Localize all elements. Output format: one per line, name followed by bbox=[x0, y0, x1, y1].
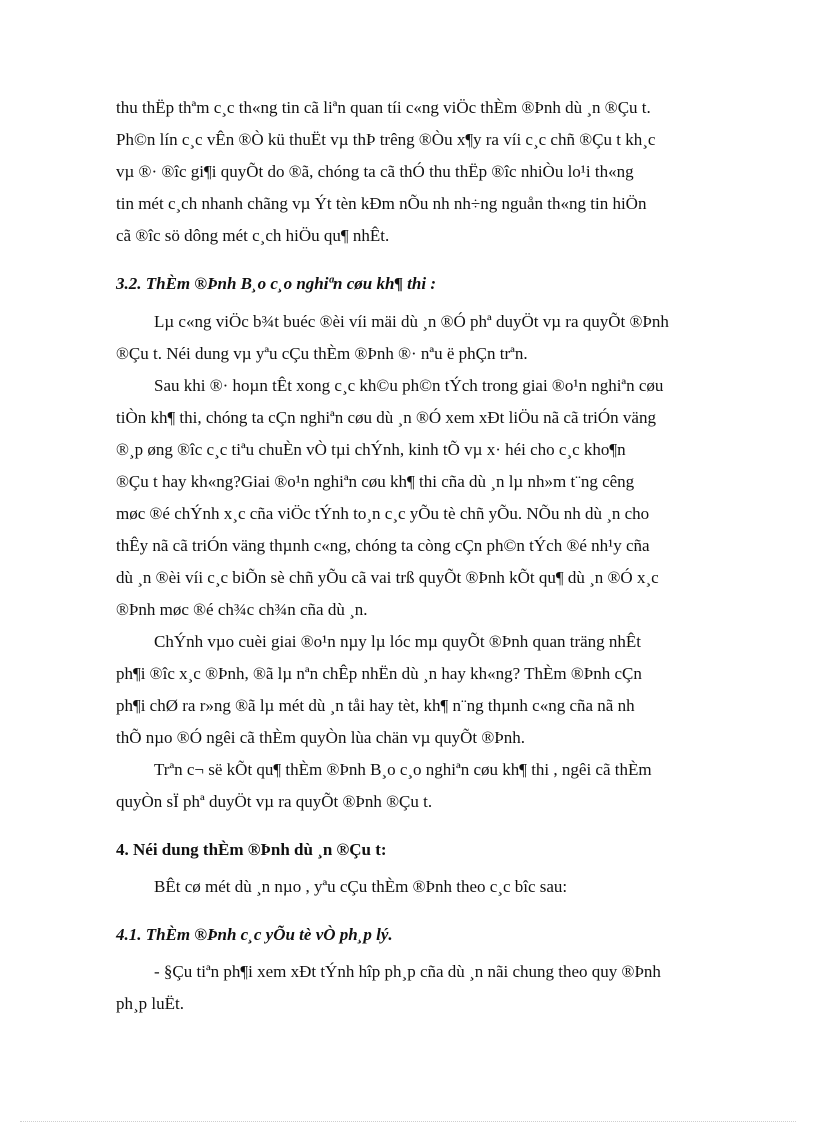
paragraph-line: quyÒn sÏ phª duyÖt vµ ra quyÕt ®Þnh ®Çu t. bbox=[116, 792, 433, 811]
paragraph-line: vµ ®· ®îc gi¶i quyÕt do ®ã, chóng ta cã thÓ thu thËp ®îc nhiÒu lo¹i th«ng bbox=[116, 162, 634, 181]
paragraph-line: thÊy nã cã triÓn väng thµnh c«ng, chóng ta còng cÇn ph©n tÝch ®é nh¹y cña bbox=[116, 536, 650, 555]
page-bottom-rule bbox=[20, 1121, 796, 1122]
paragraph-line: møc ®é chÝnh x¸c cña viÖc tÝnh to¸n c¸c yÕu tè chñ yÕu. NÕu nh dù ¸n cho bbox=[116, 504, 650, 523]
paragraph-line: ph¶i ®îc x¸c ®Þnh, ®ã lµ nªn chÊp nhËn dù ¸n hay kh«ng? ThÈm ®Þnh cÇn bbox=[116, 664, 642, 683]
section-heading-4-1: 4.1. ThÈm ®Þnh c¸c yÕu tè vÒ ph¸p lý. bbox=[116, 925, 393, 944]
paragraph-line: - §Çu tiªn ph¶i xem xÐt tÝnh hîp ph¸p cña dù ¸n nãi chung theo quy ®Þnh bbox=[154, 962, 661, 981]
paragraph-line: tiÒn kh¶ thi, chóng ta cÇn nghiªn cøu dù ¸n ®Ó xem xÐt liÖu nã cã triÓn väng bbox=[116, 408, 656, 427]
paragraph-line: cã ®îc sö dông mét c¸ch hiÖu qu¶ nhÊt. bbox=[116, 226, 390, 245]
paragraph-line: Sau khi ®· hoµn tÊt xong c¸c kh©u ph©n tÝch trong giai ®o¹n nghiªn cøu bbox=[154, 376, 664, 395]
section-heading-3-2: 3.2. ThÈm ®Þnh B¸o c¸o nghiªn cøu kh¶ thi : bbox=[116, 274, 436, 293]
paragraph-line: ®Þnh møc ®é ch¾c ch¾n cña dù ¸n. bbox=[116, 600, 368, 619]
paragraph-line: thu thËp thªm c¸c th«ng tin cã liªn quan tíi c«ng viÖc thÈm ®Þnh dù ¸n ®Çu t. bbox=[116, 98, 651, 117]
paragraph-line: thÕ nµo ®Ó ngêi cã thÈm quyÒn lùa chän vµ quyÕt ®Þnh. bbox=[116, 728, 525, 747]
paragraph-line: ph¸p luËt. bbox=[116, 994, 184, 1013]
paragraph-line: ChÝnh vµo cuèi giai ®o¹n nµy lµ lóc mµ quyÕt ®Þnh quan träng nhÊt bbox=[154, 632, 642, 651]
paragraph-line: ®Çu t hay kh«ng?Giai ®o¹n nghiªn cøu kh¶ thi cña dù ¸n lµ nh»m t¨ng cêng bbox=[116, 472, 635, 491]
paragraph-line: Lµ c«ng viÖc b¾t buéc ®èi víi mäi dù ¸n ®Ó phª duyÖt vµ ra quyÕt ®Þnh bbox=[154, 312, 669, 331]
paragraph-line: ®Çu t. Néi dung vµ yªu cÇu thÈm ®Þnh ®· nªu ë phÇn trªn. bbox=[116, 344, 528, 363]
paragraph-line: dù ¸n ®èi víi c¸c biÕn sè chñ yÕu cã vai trß quyÕt ®Þnh kÕt qu¶ dù ¸n ®Ó x¸c bbox=[116, 568, 659, 587]
paragraph-line: ®¸p øng ®îc c¸c tiªu chuÈn vÒ tµi chÝnh, kinh tÕ vµ x· héi cho c¸c kho¶n bbox=[116, 440, 626, 459]
paragraph-line: Ph©n lín c¸c vÊn ®Ò kü thuËt vµ thÞ trêng ®Òu x¶y ra víi c¸c chñ ®Çu t kh¸c bbox=[116, 130, 656, 149]
paragraph-line: ph¶i chØ ra r»ng ®ã lµ mét dù ¸n tåi hay tèt, kh¶ n¨ng thµnh c«ng cña nã nh bbox=[116, 696, 635, 715]
paragraph-line: BÊt cø mét dù ¸n nµo , yªu cÇu thÈm ®Þnh theo c¸c bîc sau: bbox=[154, 877, 568, 896]
section-heading-4: 4. Néi dung thÈm ®Þnh dù ¸n ®Çu t: bbox=[116, 840, 387, 859]
paragraph-line: Trªn c¬ së kÕt qu¶ thÈm ®Þnh B¸o c¸o nghiªn cøu kh¶ thi , ngêi cã thÈm bbox=[154, 760, 652, 779]
paragraph-line: tin mét c¸ch nhanh chãng vµ Ýt tèn kÐm nÕu nh nh÷ng nguån th«ng tin hiÖn bbox=[116, 194, 647, 213]
